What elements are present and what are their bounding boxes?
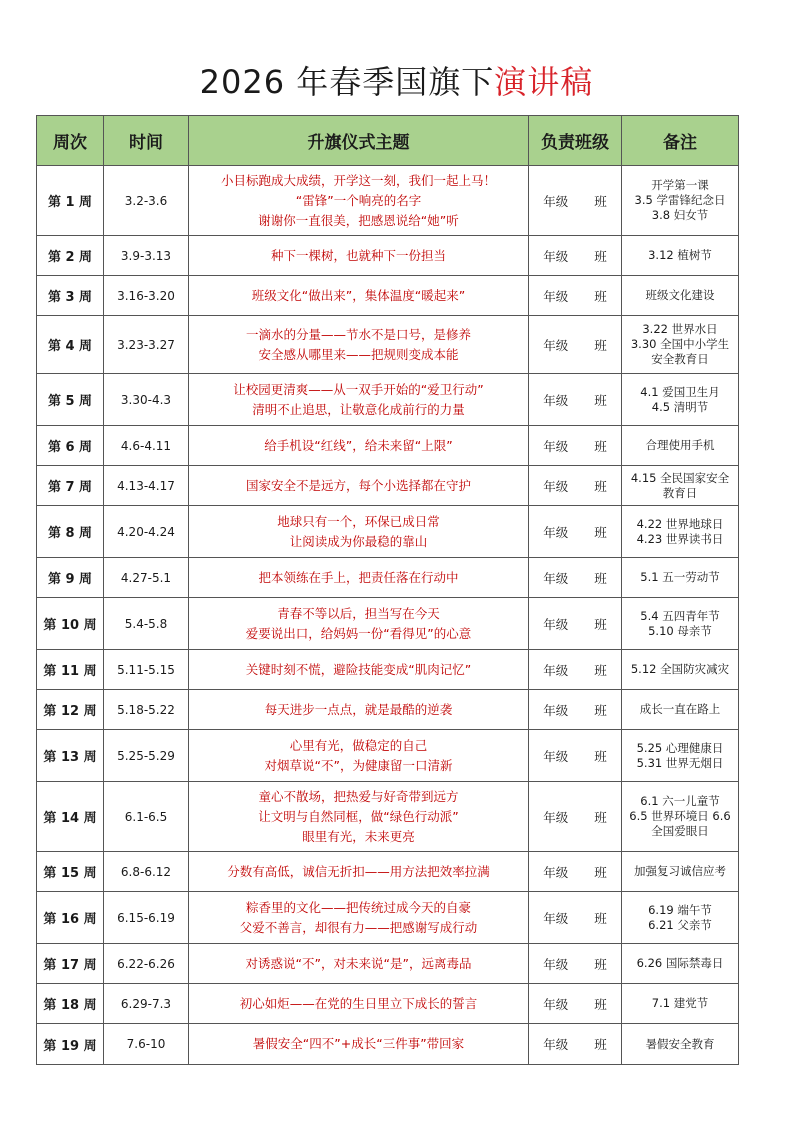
class-unit-label: 班 [594, 702, 607, 718]
date-cell: 5.18-5.22 [104, 690, 189, 730]
class-grade-label: 年级 [543, 392, 569, 408]
note-line: 4.1 爱国卫生月 [640, 384, 720, 399]
class-unit-label: 班 [594, 662, 607, 678]
class-cell [529, 374, 622, 426]
class-unit-label: 班 [594, 438, 607, 454]
date-cell: 6.29-7.3 [104, 984, 189, 1024]
week-cell: 第 6 周 [37, 426, 104, 466]
table-row [37, 598, 739, 650]
class-unit-label: 班 [594, 1037, 607, 1052]
note-cell [622, 650, 739, 690]
theme-cell [189, 782, 529, 852]
week-cell: 第 19 周 [37, 1024, 104, 1065]
week-cell: 第 13 周 [37, 730, 104, 782]
class-cell [529, 558, 622, 598]
date-cell: 7.6-10 [104, 1024, 189, 1065]
theme-line: 对烟草说“不”，为健康留一口清新 [264, 757, 453, 773]
theme-cell [189, 650, 529, 690]
theme-line: 粽香里的文化——把传统过成今天的自豪 [245, 899, 471, 915]
note-line: 5.12 全国防灾减灾 [630, 662, 730, 676]
header-note: 备注 [622, 116, 739, 166]
table-row [37, 1024, 739, 1065]
theme-cell [189, 852, 529, 892]
note-cell [622, 892, 739, 944]
table-row [37, 316, 739, 374]
theme-cell [189, 316, 529, 374]
title-prefix: 2026 年春季国旗下 [199, 63, 495, 101]
table-row [37, 984, 739, 1024]
note-cell [622, 1024, 739, 1065]
date-cell: 6.1-6.5 [104, 782, 189, 852]
class-grade-label: 年级 [543, 438, 569, 454]
theme-line: 让文明与自然同框，做“绿色行动派” [258, 808, 459, 824]
theme-line: 关键时刻不慌，避险技能变成“肌肉记忆” [245, 661, 472, 677]
class-cell [529, 730, 622, 782]
date-cell: 3.23-3.27 [104, 316, 189, 374]
table-row [37, 374, 739, 426]
theme-cell [189, 276, 529, 316]
class-cell [529, 166, 622, 236]
header-week: 周次 [37, 116, 104, 166]
class-cell [529, 892, 622, 944]
week-cell: 第 8 周 [37, 506, 104, 558]
theme-line: 国家安全不是远方，每个小选择都在守护 [245, 477, 471, 493]
theme-cell [189, 598, 529, 650]
theme-line: 一滴水的分量——节水不是口号，是修养 [245, 326, 471, 342]
header-date: 时间 [104, 116, 189, 166]
theme-line: 谢谢你一直很美，把感恩说给“她”听 [258, 212, 459, 228]
note-line: 安全教育日 [651, 352, 709, 366]
class-cell [529, 426, 622, 466]
table-row [37, 730, 739, 782]
class-grade-label: 年级 [543, 1037, 569, 1052]
note-line: 3.5 学雷锋纪念日 [634, 193, 726, 207]
note-cell [622, 166, 739, 236]
class-unit-label: 班 [594, 809, 607, 825]
theme-line: 让阅读成为你最稳的靠山 [289, 533, 428, 549]
note-line: 3.8 妇女节 [651, 208, 709, 222]
table-row [37, 466, 739, 506]
date-cell: 3.9-3.13 [104, 236, 189, 276]
class-unit-label: 班 [594, 864, 607, 880]
note-line: 合理使用手机 [645, 438, 715, 452]
note-line: 4.5 清明节 [651, 399, 709, 414]
class-cell [529, 466, 622, 506]
week-cell: 第 10 周 [37, 598, 104, 650]
week-cell: 第 7 周 [37, 466, 104, 506]
table-row [37, 650, 739, 690]
theme-line: 种下一棵树，也就种下一份担当 [270, 247, 446, 263]
note-cell [622, 506, 739, 558]
table-row [37, 944, 739, 984]
theme-line: 把本领练在手上，把责任落在行动中 [258, 569, 459, 585]
date-cell: 5.11-5.15 [104, 650, 189, 690]
theme-cell [189, 944, 529, 984]
theme-line: 心里有光，做稳定的自己 [289, 737, 428, 753]
date-cell: 3.2-3.6 [104, 166, 189, 236]
class-grade-label: 年级 [543, 248, 569, 264]
note-cell [622, 466, 739, 506]
table-row [37, 506, 739, 558]
class-unit-label: 班 [594, 616, 607, 632]
week-cell: 第 16 周 [37, 892, 104, 944]
theme-line: 对诱惑说“不”，对未来说“是”，远离毒品 [245, 955, 472, 971]
class-grade-label: 年级 [543, 996, 569, 1012]
week-cell: 第 11 周 [37, 650, 104, 690]
table-row [37, 892, 739, 944]
note-cell [622, 852, 739, 892]
date-cell: 3.16-3.20 [104, 276, 189, 316]
table-body [37, 166, 739, 1065]
class-grade-label: 年级 [543, 864, 569, 880]
week-cell: 第 3 周 [37, 276, 104, 316]
note-line: 4.22 世界地球日 [636, 516, 724, 531]
note-line: 6.19 端午节 [648, 902, 712, 917]
date-cell: 4.6-4.11 [104, 426, 189, 466]
theme-line: 爱要说出口，给妈妈一份“看得见”的心意 [245, 625, 472, 641]
note-cell [622, 730, 739, 782]
theme-line: 青春不等以后，担当写在今天 [277, 605, 440, 621]
theme-line: “雷锋”一个响亮的名字 [295, 192, 422, 208]
class-cell [529, 852, 622, 892]
class-cell [529, 690, 622, 730]
table-header-row [37, 116, 739, 166]
theme-cell [189, 506, 529, 558]
week-cell: 第 18 周 [37, 984, 104, 1024]
theme-line: 童心不散场，把热爱与好奇带到远方 [258, 788, 459, 804]
note-line: 5.4 五四青年节 [640, 608, 720, 623]
theme-line: 小目标跑成大成绩，开学这一刻，我们一起上马！ [220, 172, 496, 188]
note-line: 暑假安全教育 [645, 1036, 715, 1051]
note-cell [622, 598, 739, 650]
class-cell [529, 598, 622, 650]
class-grade-label: 年级 [543, 288, 569, 304]
date-cell: 4.20-4.24 [104, 506, 189, 558]
class-unit-label: 班 [594, 996, 607, 1012]
class-unit-label: 班 [594, 910, 607, 926]
theme-cell [189, 984, 529, 1024]
note-line: 5.1 五一劳动节 [640, 570, 720, 584]
theme-line: 让校园更清爽——从一双手开始的“爱卫行动” [233, 381, 484, 397]
note-line: 加强复习诚信应考 [634, 864, 726, 878]
date-cell: 4.13-4.17 [104, 466, 189, 506]
theme-line: 父爱不善言，却很有力——把感谢写成行动 [239, 919, 478, 935]
title-highlight: 演讲稿 [494, 63, 594, 101]
table-row [37, 852, 739, 892]
note-cell [622, 316, 739, 374]
theme-cell [189, 426, 529, 466]
class-grade-label: 年级 [543, 956, 569, 972]
schedule-table [36, 115, 739, 1065]
theme-line: 班级文化“做出来”，集体温度“暖起来” [251, 287, 466, 303]
class-grade-label: 年级 [543, 524, 569, 540]
note-cell [622, 558, 739, 598]
theme-cell [189, 236, 529, 276]
week-cell: 第 9 周 [37, 558, 104, 598]
note-line: 4.23 世界读书日 [636, 531, 724, 546]
date-cell: 3.30-4.3 [104, 374, 189, 426]
class-grade-label: 年级 [543, 193, 569, 209]
theme-cell [189, 730, 529, 782]
note-line: 5.25 心理健康日 [636, 740, 724, 755]
class-unit-label: 班 [594, 478, 607, 494]
week-cell: 第 14 周 [37, 782, 104, 852]
class-cell [529, 944, 622, 984]
note-line: 成长一直在路上 [639, 702, 721, 716]
theme-cell [189, 1024, 529, 1065]
class-grade-label: 年级 [543, 570, 569, 586]
note-cell [622, 690, 739, 730]
week-cell: 第 1 周 [37, 166, 104, 236]
header-theme: 升旗仪式主题 [189, 116, 529, 166]
note-cell [622, 374, 739, 426]
note-line: 教育日 [662, 485, 698, 500]
note-cell [622, 944, 739, 984]
table-row [37, 558, 739, 598]
header-class: 负责班级 [529, 116, 622, 166]
class-unit-label: 班 [594, 524, 607, 540]
theme-cell [189, 892, 529, 944]
class-unit-label: 班 [594, 337, 607, 353]
theme-line: 分数有高低，诚信无折扣——用方法把效率拉满 [227, 863, 490, 879]
class-cell [529, 782, 622, 852]
date-cell: 6.15-6.19 [104, 892, 189, 944]
note-cell [622, 782, 739, 852]
class-unit-label: 班 [594, 748, 607, 764]
note-line: 6.26 国际禁毒日 [636, 956, 724, 970]
class-cell [529, 984, 622, 1024]
note-cell [622, 984, 739, 1024]
page-title [0, 58, 793, 106]
class-grade-label: 年级 [543, 478, 569, 494]
note-line: 全国爱眼日 [651, 824, 709, 838]
table-row [37, 690, 739, 730]
class-unit-label: 班 [594, 288, 607, 304]
table-row [37, 166, 739, 236]
table-row [37, 426, 739, 466]
date-cell: 5.4-5.8 [104, 598, 189, 650]
table-row [37, 276, 739, 316]
date-cell: 4.27-5.1 [104, 558, 189, 598]
class-grade-label: 年级 [543, 910, 569, 926]
week-cell: 第 4 周 [37, 316, 104, 374]
class-unit-label: 班 [594, 248, 607, 264]
class-unit-label: 班 [594, 193, 607, 209]
class-cell [529, 316, 622, 374]
note-line: 开学第一课 [651, 178, 709, 192]
class-grade-label: 年级 [543, 337, 569, 353]
note-line: 7.1 建党节 [651, 996, 709, 1010]
date-cell: 6.22-6.26 [104, 944, 189, 984]
class-grade-label: 年级 [543, 616, 569, 632]
theme-line: 给手机设“红线”，给未来留“上限” [264, 437, 453, 453]
theme-line: 安全感从哪里来——把规则变成本能 [258, 346, 459, 362]
note-cell [622, 276, 739, 316]
class-cell [529, 236, 622, 276]
theme-cell [189, 690, 529, 730]
class-grade-label: 年级 [543, 662, 569, 678]
note-line: 6.1 六一儿童节 [640, 794, 720, 808]
week-cell: 第 2 周 [37, 236, 104, 276]
class-cell [529, 650, 622, 690]
theme-line: 清明不止追思，让敬意化成前行的力量 [252, 401, 465, 417]
week-cell: 第 5 周 [37, 374, 104, 426]
note-line: 6.21 父亲节 [648, 917, 712, 932]
theme-cell [189, 466, 529, 506]
class-unit-label: 班 [594, 570, 607, 586]
week-cell: 第 17 周 [37, 944, 104, 984]
theme-line: 暑假安全“四不”+成长“三件事”带回家 [252, 1036, 465, 1051]
note-line: 3.30 全国中小学生 [630, 337, 730, 351]
date-cell: 6.8-6.12 [104, 852, 189, 892]
week-cell: 第 15 周 [37, 852, 104, 892]
class-grade-label: 年级 [543, 702, 569, 718]
class-cell [529, 276, 622, 316]
note-cell [622, 426, 739, 466]
note-line: 班级文化建设 [645, 288, 715, 302]
theme-cell [189, 374, 529, 426]
class-unit-label: 班 [594, 392, 607, 408]
theme-line: 每天进步一点点，就是最酷的逆袭 [264, 701, 453, 717]
theme-cell [189, 166, 529, 236]
note-line: 6.5 世界环境日 6.6 [629, 809, 731, 823]
theme-line: 眼里有光，未来更亮 [302, 828, 415, 844]
note-line: 3.22 世界水日 [642, 322, 718, 336]
class-cell [529, 1024, 622, 1065]
class-grade-label: 年级 [543, 748, 569, 764]
note-line: 3.12 植树节 [648, 248, 712, 262]
date-cell: 5.25-5.29 [104, 730, 189, 782]
week-cell: 第 12 周 [37, 690, 104, 730]
table-row [37, 236, 739, 276]
note-line: 5.10 母亲节 [648, 623, 712, 638]
class-grade-label: 年级 [543, 809, 569, 825]
table-row [37, 782, 739, 852]
theme-line: 初心如炬——在党的生日里立下成长的誓言 [239, 995, 478, 1011]
theme-cell [189, 558, 529, 598]
class-cell [529, 506, 622, 558]
note-line: 4.15 全民国家安全 [630, 470, 730, 485]
class-unit-label: 班 [594, 956, 607, 972]
note-line: 5.31 世界无烟日 [636, 755, 724, 770]
theme-line: 地球只有一个，环保已成日常 [277, 513, 440, 529]
note-cell [622, 236, 739, 276]
